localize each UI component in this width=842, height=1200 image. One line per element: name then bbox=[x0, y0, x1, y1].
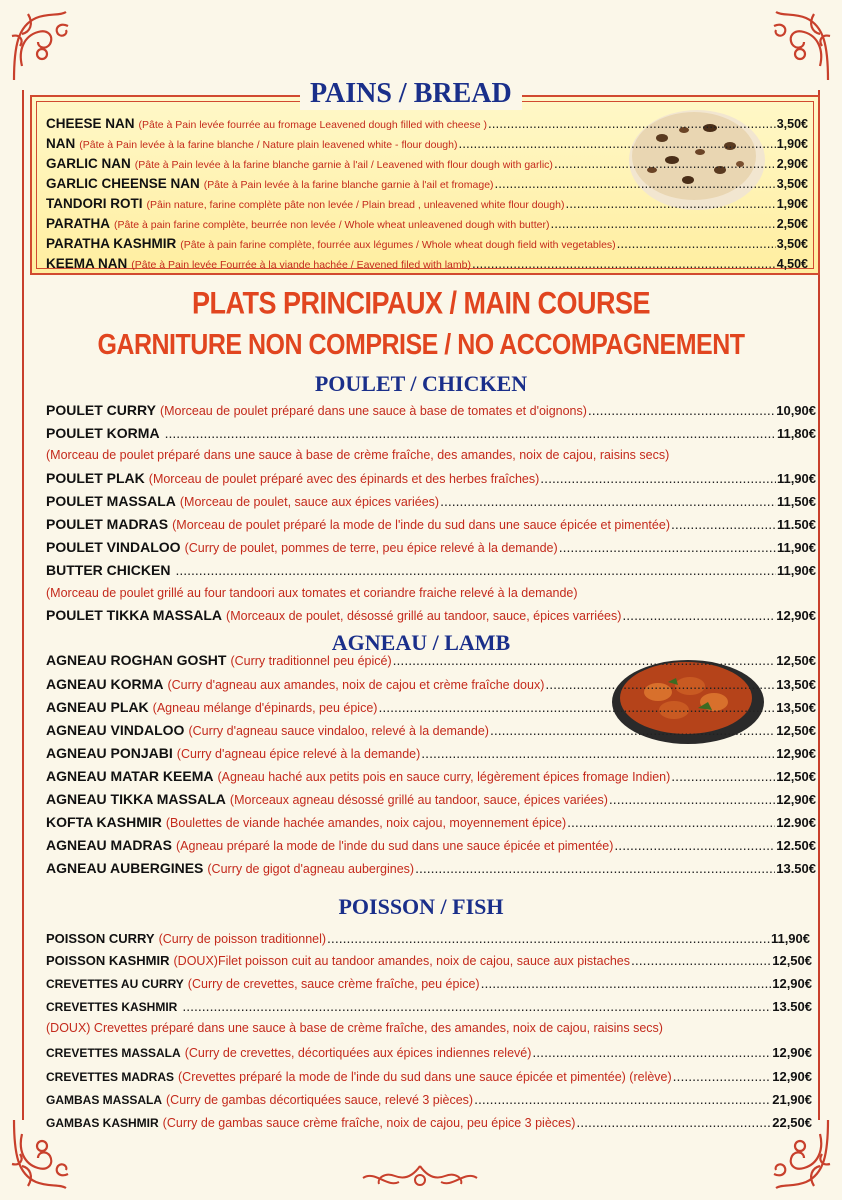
leader-dots bbox=[378, 699, 775, 715]
menu-item bbox=[46, 652, 816, 674]
item-name: AGNEAU VINDALOO bbox=[46, 722, 185, 738]
leader-dots bbox=[614, 837, 775, 853]
menu-item bbox=[46, 722, 816, 744]
item-description: (DOUX)Filet poisson cuit au tandoor amandes, noix de cajou, sauce aux pistaches bbox=[173, 954, 631, 968]
leader-dots bbox=[671, 516, 776, 532]
item-description: (Curry de poulet, pommes de terre, peu épice relevé à la demande) bbox=[184, 541, 558, 555]
item-price: 11.50€ bbox=[776, 517, 816, 532]
item-name: KOFTA KASHMIR bbox=[46, 814, 162, 830]
item-name: POULET TIKKA MASSALA bbox=[46, 607, 223, 623]
item-name: GAMBAS MASSALA bbox=[46, 1093, 162, 1107]
item-price: 13.50€ bbox=[772, 999, 812, 1014]
menu-item bbox=[46, 791, 816, 813]
leader-dots bbox=[440, 493, 776, 509]
menu-item bbox=[46, 562, 816, 584]
item-name: PARATHA bbox=[46, 216, 110, 231]
item-description: (Morceau de poulet préparé dans une sauce à base de tomates et d'oignons) bbox=[159, 404, 587, 418]
main-course-subheading: GARNITURE NON COMPRISE / NO ACCOMPAGNEMENT bbox=[97, 328, 745, 362]
item-name: POULET MADRAS bbox=[46, 516, 169, 532]
item-price: 2,50€ bbox=[776, 217, 808, 231]
item-description: (Pâte à pain farine complète, beurrée non levée / Whole wheat unleavened dough with butter) bbox=[114, 219, 550, 231]
item-description: (Curry de crevettes, sauce crème fraîche, peu épice) bbox=[187, 977, 480, 991]
item-description: (Curry de crevettes, décortiquées aux épices indiennes relevé) bbox=[184, 1046, 532, 1060]
main-course-heading: PLATS PRINCIPAUX / MAIN COURSE bbox=[191, 285, 651, 321]
menu-item bbox=[46, 1044, 812, 1066]
menu-item bbox=[46, 156, 808, 176]
menu-item bbox=[46, 402, 816, 424]
item-price: 11,90€ bbox=[776, 540, 816, 555]
leader-dots bbox=[671, 768, 775, 784]
item-name: BUTTER CHICKEN bbox=[46, 562, 171, 578]
menu-item bbox=[46, 699, 816, 721]
item-name: CREVETTES MASSALA bbox=[46, 1046, 181, 1060]
item-price: 12,50€ bbox=[776, 653, 816, 668]
item-description: (Morceau de poulet préparé avec des épinards et des herbes fraîches) bbox=[148, 472, 540, 486]
item-description: (Pâte à Pain levée Fourrée à la viande hachée / Eavened filed with lamb) bbox=[131, 259, 471, 271]
item-price: 21,90€ bbox=[772, 1092, 812, 1107]
item-name: AGNEAU KORMA bbox=[46, 676, 164, 692]
menu-item bbox=[46, 470, 816, 492]
item-description: (Curry d'agneau épice relevé à la demande) bbox=[176, 747, 421, 761]
item-name: TANDORI ROTI bbox=[46, 196, 143, 211]
leader-dots bbox=[631, 952, 771, 968]
item-name: AGNEAU PONJABI bbox=[46, 745, 173, 761]
menu-item bbox=[46, 860, 816, 882]
item-description: (Agneau haché aux petits pois en sauce curry, légèrement épices fromage Indien) bbox=[217, 770, 671, 784]
leader-dots bbox=[459, 136, 776, 151]
menu-item bbox=[46, 216, 808, 236]
item-note: (Morceau de poulet grillé au four tandoori aux tomates et coriandre fraiche relevé à la demande) bbox=[46, 586, 578, 600]
item-description: (Boulettes de viande hachée amandes, noix cajou, moyennement épice) bbox=[165, 816, 567, 830]
leader-dots bbox=[393, 652, 776, 668]
item-description: (Curry de poisson traditionnel) bbox=[158, 932, 327, 946]
menu-item bbox=[46, 516, 816, 538]
leader-dots bbox=[567, 814, 775, 830]
leader-dots bbox=[617, 236, 776, 251]
menu-item bbox=[46, 837, 816, 859]
item-price: 11,90€ bbox=[770, 931, 810, 946]
leader-dots bbox=[532, 1044, 771, 1060]
item-name: CREVETTES AU CURRY bbox=[46, 977, 184, 991]
item-name: NAN bbox=[46, 136, 76, 151]
item-description: (Pâin nature, farine complète pâte non levée / Plain bread , unleavened white flour dough) bbox=[146, 199, 565, 211]
item-description: (Crevettes préparé la mode de l'inde du sud dans une sauce épicée et pimentée) (relève) bbox=[178, 1070, 672, 1084]
leader-dots bbox=[488, 116, 776, 131]
item-description: (Curry traditionnel peu épicé) bbox=[230, 654, 392, 668]
item-name: POISSON CURRY bbox=[46, 931, 155, 946]
item-description: (Pâte à Pain levée fourrée au fromage Leavened dough filled with cheese ) bbox=[138, 119, 487, 131]
bottom-ornament bbox=[355, 1162, 485, 1190]
chicken-heading: POULET / CHICKEN bbox=[314, 371, 528, 396]
item-description: (Curry d'agneau sauce vindaloo, relevé à la demande) bbox=[188, 724, 489, 738]
leader-dots bbox=[576, 1114, 771, 1130]
item-name: CHEESE NAN bbox=[46, 116, 135, 131]
item-price: 12,90€ bbox=[776, 608, 816, 623]
item-price: 12,90€ bbox=[772, 976, 812, 991]
menu-item bbox=[46, 1068, 812, 1090]
leader-dots bbox=[415, 860, 775, 876]
item-name: POULET KORMA bbox=[46, 425, 160, 441]
item-price: 4,50€ bbox=[776, 257, 808, 271]
item-name: AGNEAU MATAR KEEMA bbox=[46, 768, 214, 784]
item-name: POULET MASSALA bbox=[46, 493, 176, 509]
item-name: POULET CURRY bbox=[46, 402, 156, 418]
menu-item bbox=[46, 975, 812, 997]
item-price: 11,90€ bbox=[776, 471, 816, 486]
item-name: POULET PLAK bbox=[46, 470, 145, 486]
leader-dots bbox=[609, 791, 775, 807]
leader-dots bbox=[182, 998, 771, 1014]
leader-dots bbox=[490, 722, 775, 738]
item-price: 1,90€ bbox=[776, 137, 808, 151]
menu-item bbox=[46, 1091, 812, 1113]
item-price: 12,50€ bbox=[772, 953, 812, 968]
item-price: 12,90€ bbox=[772, 1045, 812, 1060]
item-description: (Pâte à Pain levée à la farine blanche garnie à l'ail / Leavened with flour dough with garlic) bbox=[134, 159, 553, 171]
item-name: AGNEAU TIKKA MASSALA bbox=[46, 791, 226, 807]
menu-item bbox=[46, 256, 808, 276]
leader-dots bbox=[588, 402, 775, 418]
item-price: 11,80€ bbox=[776, 426, 816, 441]
item-description: (Curry de gigot d'agneau aubergines) bbox=[207, 862, 415, 876]
item-name: POULET VINDALOO bbox=[46, 539, 181, 555]
corner-ornament bbox=[754, 6, 834, 86]
bread-heading: PAINS / BREAD bbox=[300, 78, 522, 110]
item-price: 1,90€ bbox=[776, 197, 808, 211]
item-price: 12.50€ bbox=[776, 838, 816, 853]
item-description: (Morceau de poulet préparé la mode de l'inde du sud dans une sauce épicée et pimentée) bbox=[172, 518, 670, 532]
item-name: AGNEAU ROGHAN GOSHT bbox=[46, 652, 227, 668]
menu-item bbox=[46, 814, 816, 836]
leader-dots bbox=[421, 745, 775, 761]
menu-item bbox=[46, 1114, 812, 1136]
leader-dots bbox=[327, 930, 770, 946]
item-price: 2,90€ bbox=[776, 157, 808, 171]
item-name: AGNEAU PLAK bbox=[46, 699, 149, 715]
leader-dots bbox=[540, 470, 776, 486]
item-price: 3,50€ bbox=[776, 237, 808, 251]
menu-item bbox=[46, 607, 816, 629]
menu-item bbox=[46, 539, 816, 561]
item-description: (Agneau mélange d'épinards, peu épice) bbox=[152, 701, 378, 715]
item-description: (Pâte à Pain levée à la farine blanche / Nature plain leavened white - flour dough) bbox=[79, 139, 458, 151]
menu-item bbox=[46, 196, 808, 216]
item-price: 11,50€ bbox=[776, 494, 816, 509]
leader-dots bbox=[474, 1091, 771, 1107]
leader-dots bbox=[622, 607, 775, 623]
leader-dots bbox=[673, 1068, 772, 1084]
item-description: (Morceaux de poulet, désossé grillé au tandoor, sauce, épices varriées) bbox=[226, 609, 622, 623]
item-name: GARLIC CHEENSE NAN bbox=[46, 176, 200, 191]
menu-item bbox=[46, 930, 810, 952]
menu-item bbox=[46, 998, 812, 1020]
menu-item bbox=[46, 768, 816, 790]
item-description: (Agneau préparé la mode de l'inde du sud dans une sauce épicée et pimentée) bbox=[176, 839, 614, 853]
item-name: AGNEAU MADRAS bbox=[46, 837, 172, 853]
item-price: 12,90€ bbox=[776, 792, 816, 807]
fish-heading: POISSON / FISH bbox=[338, 894, 504, 919]
item-price: 13,50€ bbox=[776, 677, 816, 692]
item-name: KEEMA NAN bbox=[46, 256, 128, 271]
menu-item bbox=[46, 493, 816, 515]
item-price: 12.90€ bbox=[776, 815, 816, 830]
item-price: 13.50€ bbox=[776, 861, 816, 876]
item-note: (DOUX) Crevettes préparé dans une sauce à base de crème fraîche, des amandes, noix de cajou, raisins secs) bbox=[46, 1021, 663, 1035]
item-name: CREVETTES KASHMIR bbox=[46, 1000, 178, 1014]
item-price: 12,90€ bbox=[776, 746, 816, 761]
leader-dots bbox=[175, 562, 776, 578]
item-price: 10,90€ bbox=[776, 403, 816, 418]
item-description: (Curry d'agneau aux amandes, noix de cajou et crème fraîche doux) bbox=[167, 678, 545, 692]
item-price: 3,50€ bbox=[776, 177, 808, 191]
item-name: GAMBAS KASHMIR bbox=[46, 1116, 159, 1130]
border-line-left bbox=[22, 90, 24, 1120]
menu-item bbox=[46, 745, 816, 767]
item-name: CREVETTES MADRAS bbox=[46, 1070, 175, 1084]
menu-item bbox=[46, 236, 808, 256]
corner-ornament bbox=[8, 6, 88, 86]
item-name: AGNEAU AUBERGINES bbox=[46, 860, 204, 876]
leader-dots bbox=[565, 196, 775, 211]
leader-dots bbox=[472, 256, 776, 271]
leader-dots bbox=[550, 216, 775, 231]
menu-item bbox=[46, 676, 816, 698]
lamb-heading: AGNEAU / LAMB bbox=[331, 630, 511, 655]
menu-item bbox=[46, 425, 816, 447]
item-description: (Pâte à pain farine complète, fourrée aux légumes / Whole wheat dough field with vegetables) bbox=[180, 239, 616, 251]
menu-item bbox=[46, 176, 808, 196]
item-description: (Curry de gambas décortiquées sauce, relevé 3 pièces) bbox=[166, 1093, 474, 1107]
menu-item bbox=[46, 952, 812, 974]
item-description: (Curry de gambas sauce crème fraîche, noix de cajou, peu épice 3 pièces) bbox=[162, 1116, 576, 1130]
item-note: (Morceau de poulet préparé dans une sauce à base de crème fraîche, des amandes, noix de cajou, raisins secs) bbox=[46, 448, 670, 462]
item-name: PARATHA KASHMIR bbox=[46, 236, 177, 251]
item-price: 11,90€ bbox=[776, 563, 816, 578]
item-name: GARLIC NAN bbox=[46, 156, 131, 171]
item-description: (Morceaux agneau désossé grillé au tandoor, sauce, épices variées) bbox=[229, 793, 608, 807]
item-description: (Morceau de poulet, sauce aux épices variées) bbox=[179, 495, 440, 509]
item-price: 13,50€ bbox=[776, 700, 816, 715]
item-price: 22,50€ bbox=[772, 1115, 812, 1130]
item-price: 12,50€ bbox=[776, 769, 816, 784]
item-price: 12,90€ bbox=[772, 1069, 812, 1084]
leader-dots bbox=[545, 676, 775, 692]
leader-dots bbox=[165, 425, 776, 441]
item-price: 3,50€ bbox=[776, 117, 808, 131]
menu-item bbox=[46, 136, 808, 156]
leader-dots bbox=[554, 156, 776, 171]
leader-dots bbox=[559, 539, 776, 555]
item-price: 12,50€ bbox=[776, 723, 816, 738]
menu-item bbox=[46, 116, 808, 136]
leader-dots bbox=[495, 176, 776, 191]
item-description: (Pâte à Pain levée à la farine blanche garnie à l'ail et fromage) bbox=[203, 179, 494, 191]
item-name: POISSON KASHMIR bbox=[46, 953, 170, 968]
leader-dots bbox=[481, 975, 772, 991]
